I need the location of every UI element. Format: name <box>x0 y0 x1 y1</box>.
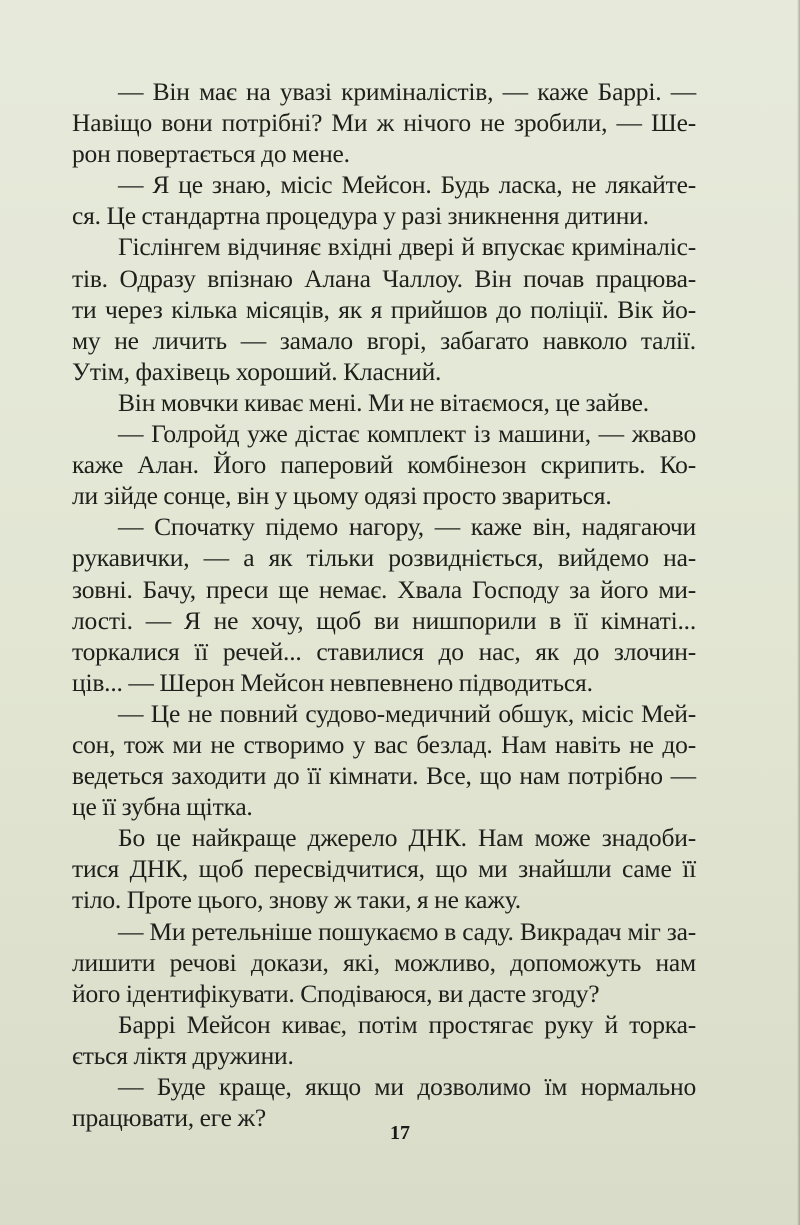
text-line: ли зійде сонце, він у цьому одязі просто звариться. <box>72 481 612 511</box>
body-text <box>72 76 696 1133</box>
text-line: лості. — Я не хочу, щоб ви нишпорили в її кімнаті... <box>72 605 696 635</box>
text-line: Баррі Мейсон киває, потім простягає руку й торка- <box>118 1009 696 1039</box>
text-line: тів. Одразу впізнаю Алана Чаллоу. Він почав працюва- <box>72 263 696 293</box>
text-line: тіло. Проте цього, знову ж таки, я не кажу. <box>72 885 521 915</box>
text-line: — Голройд уже дістає комплект із машини, — жваво <box>118 419 696 449</box>
text-line: ся. Це стандартна процедура у разі зникнення дитини. <box>72 201 649 231</box>
text-line: — Спочатку підемо нагору, — каже він, надягаючи <box>118 512 696 542</box>
text-line: му не личить — замало вгорі, забагато навколо талії. <box>72 325 696 355</box>
text-line: рон повертається до мене. <box>72 139 350 169</box>
text-line: рукавички, — а як тільки розвидніється, вийдемо на- <box>72 543 696 573</box>
text-line: Бо це найкраще джерело ДНК. Нам може знадоби- <box>118 823 696 853</box>
text-line: сон, тож ми не створимо у вас безлад. Нам навіть не до- <box>72 729 696 759</box>
text-line: — Це не повний судово-медичний обшук, місіс Мей- <box>118 698 696 728</box>
text-line: ти через кілька місяців, як я прийшов до поліції. Вік йо- <box>72 294 696 324</box>
text-line: Утім, фахівець хороший. Класний. <box>72 356 442 386</box>
page-number: 17 <box>390 1122 410 1144</box>
text-line: — Буде краще, якщо ми дозволимо їм нормально <box>118 1072 696 1101</box>
text-line: ців... — Шерон Мейсон невпевнено підводиться. <box>72 667 593 697</box>
text-line: Гіслінгем відчиняє вхідні двері й впускає криміналіс- <box>118 232 696 262</box>
text-line: Він мовчки киває мені. Ми не вітаємося, це зайве. <box>118 387 649 417</box>
text-line: ється ліктя дружини. <box>72 1040 294 1070</box>
text-line: — Він має на увазі криміналістів, — каже Баррі. — <box>118 77 696 106</box>
text-line: Навіщо вони потрібні? Ми ж нічого не зробили, — Ше- <box>72 108 696 138</box>
text-line: зовні. Бачу, преси ще немає. Хвала Господу за його ми- <box>72 574 696 604</box>
text-line: це її зубна щітка. <box>72 792 253 822</box>
text-line: працювати, еге ж? <box>72 1103 266 1133</box>
text-line: — Ми ретельніше пошукаємо в саду. Викрадач міг за- <box>118 916 696 946</box>
text-line: лишити речові докази, які, можливо, допоможуть нам <box>72 947 696 977</box>
text-line: ведеться заходити до її кімнати. Все, що нам потрібно — <box>72 761 696 791</box>
text-line: торкалися її речей... ставилися до нас, як до злочин- <box>72 636 696 666</box>
text-line: каже Алан. Його паперовий комбінезон скрипить. Ко- <box>72 450 696 480</box>
text-line: — Я це знаю, місіс Мейсон. Будь ласка, не лякайте- <box>118 170 696 200</box>
text-line: тися ДНК, щоб пересвідчитися, що ми знайшли саме її <box>72 854 696 884</box>
text-line: його ідентифікувати. Сподіваюся, ви дасте згоду? <box>72 978 600 1008</box>
